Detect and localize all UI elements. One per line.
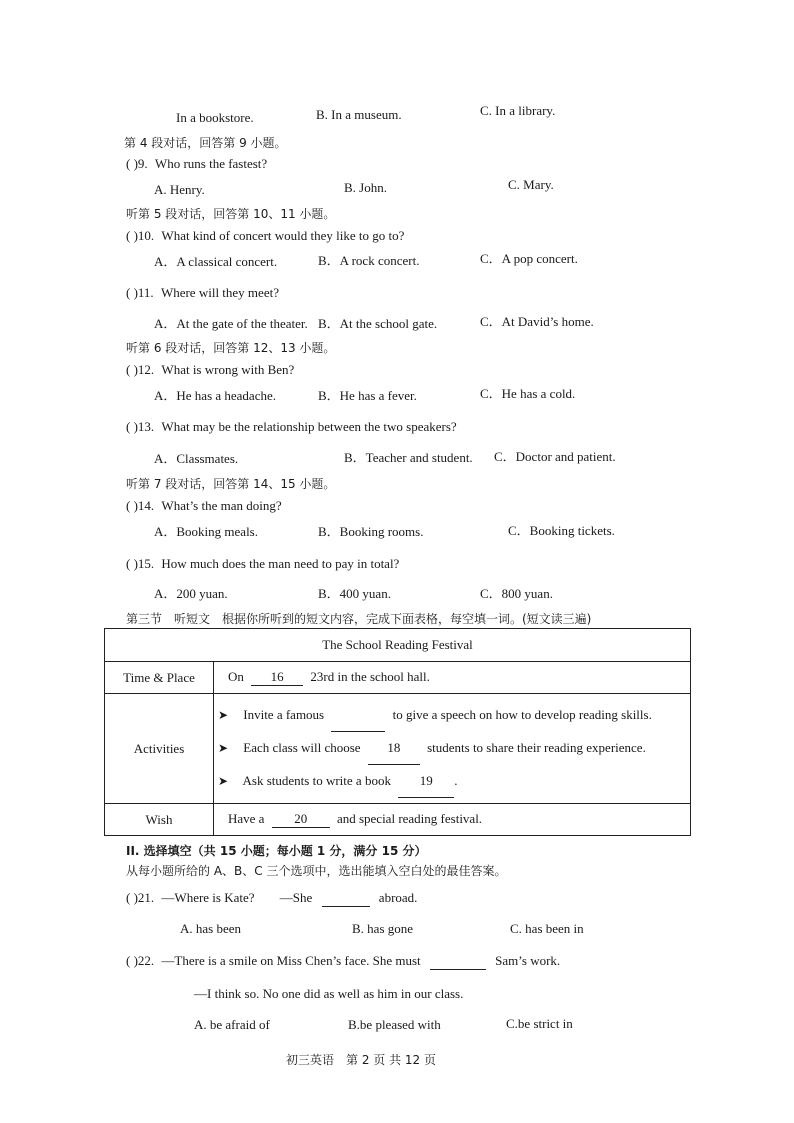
activity-item — [218, 699, 690, 732]
q12-text: What is wrong with Ben? — [161, 362, 295, 377]
q14-text: What’s the man doing? — [161, 498, 282, 513]
q14-answer-paren[interactable]: ( )14. — [126, 498, 155, 513]
q15-answer-paren[interactable]: ( )15. — [126, 556, 155, 571]
q13-answer-paren[interactable]: ( )13. — [126, 419, 155, 434]
activity-3-post: . — [454, 773, 458, 788]
time-post: 23rd in the school hall. — [310, 669, 430, 684]
arrow-bullet-icon: ➤ — [218, 774, 229, 788]
q9-option-c: C. Mary. — [508, 177, 554, 192]
q21-text-c: abroad. — [378, 890, 418, 905]
q10-stem — [126, 228, 404, 244]
activity-2-post: students to share their reading experience. — [427, 740, 646, 755]
q22-text-a: —There is a smile on Miss Chen’s face. She must — [161, 953, 421, 968]
time-pre: On — [228, 669, 244, 684]
q13-stem — [126, 419, 457, 435]
blank-16[interactable]: 16 — [251, 669, 303, 686]
q13-text: What may be the relationship between the two speakers? — [161, 419, 457, 434]
section-4-heading: 第 4 段对话，回答第 9 小题。 — [124, 136, 287, 150]
q22-answer-paren[interactable]: ( )22. — [126, 953, 155, 968]
q21-stem — [126, 890, 417, 907]
row-time-place — [214, 662, 691, 694]
q11-stem — [126, 285, 279, 301]
row-label-activities: Activities — [105, 694, 214, 804]
q21-option-a: A. has been — [180, 921, 242, 936]
part3-heading: 第三节 听短文 根据你所听到的短文内容，完成下面表格，每空填一词。(短文读三遍) — [126, 612, 592, 626]
q21-blank[interactable] — [322, 890, 370, 907]
q22-blank[interactable] — [430, 953, 486, 970]
q11-option-a: A．At the gate of the theater. — [154, 316, 308, 331]
activity-1-post: to give a speech on how to develop reading skills. — [392, 707, 652, 722]
blank-20[interactable]: 20 — [272, 811, 330, 828]
row-label-wish: Wish — [105, 804, 214, 836]
q8-option-b: B. In a museum. — [316, 107, 402, 122]
blank-19[interactable]: 19 — [398, 765, 454, 798]
activity-1-pre: Invite a famous — [243, 707, 325, 722]
q15-text: How much does the man need to pay in total? — [161, 556, 400, 571]
activity-3-pre: Ask students to write a book — [242, 773, 391, 788]
q8-option-a-text: In a bookstore. — [176, 110, 254, 125]
blank-18[interactable]: 18 — [368, 732, 420, 765]
q8-option-c: C. In a library. — [480, 103, 556, 118]
q10-text: What kind of concert would they like to go to? — [161, 228, 405, 243]
q22-stem — [126, 953, 560, 970]
section-5-heading: 听第 5 段对话，回答第 10、11 小题。 — [126, 207, 336, 221]
q10-option-b: B．A rock concert. — [318, 253, 420, 268]
arrow-bullet-icon: ➤ — [218, 708, 229, 722]
q8-option-a — [160, 110, 254, 126]
q15-option-a: A．200 yuan. — [154, 586, 228, 601]
q12-answer-paren[interactable]: ( )12. — [126, 362, 155, 377]
q21-option-b: B. has gone — [352, 921, 414, 936]
q15-option-b: B．400 yuan. — [318, 586, 391, 601]
activity-item — [218, 732, 690, 765]
section-6-heading: 听第 6 段对话，回答第 12、13 小题。 — [126, 341, 336, 355]
table-title: The School Reading Festival — [105, 629, 691, 662]
q14-option-a: A．Booking meals. — [154, 524, 258, 539]
q15-option-c: C．800 yuan. — [480, 586, 553, 601]
q9-option-a: A. Henry. — [154, 182, 205, 197]
q14-stem — [126, 498, 282, 514]
part2-instructions: 从每小题所给的 A、B、C 三个选项中，选出能填入空白处的最佳答案。 — [126, 864, 507, 878]
q21-option-c: C. has been in — [510, 921, 584, 936]
q11-option-c: C．At David’s home. — [480, 314, 594, 329]
q21-answer-paren[interactable]: ( )21. — [126, 890, 155, 905]
q9-text: Who runs the fastest? — [154, 156, 268, 171]
row-activities — [214, 694, 691, 804]
reading-festival-table — [104, 628, 691, 836]
q9-answer-paren[interactable]: ( )9. — [126, 156, 148, 171]
q14-option-c: C．Booking tickets. — [508, 523, 615, 538]
q22-option-a: A. be afraid of — [194, 1017, 270, 1032]
q10-option-a: A．A classical concert. — [154, 254, 278, 269]
q10-option-c: C．A pop concert. — [480, 251, 578, 266]
q13-option-a: A．Classmates. — [154, 451, 239, 466]
q11-option-b: B．At the school gate. — [318, 316, 438, 331]
wish-post: and special reading festival. — [336, 811, 483, 826]
q21-text-b: —She — [279, 890, 313, 905]
row-label-time-place: Time & Place — [105, 662, 214, 694]
blank-17[interactable] — [331, 699, 385, 732]
q12-option-c: C．He has a cold. — [480, 386, 576, 401]
q10-answer-paren[interactable]: ( )10. — [126, 228, 155, 243]
wish-pre: Have a — [228, 811, 265, 826]
q11-answer-paren[interactable]: ( )11. — [126, 285, 154, 300]
activity-item — [218, 765, 690, 798]
q11-text: Where will they meet? — [160, 285, 279, 300]
q22-reply: —I think so. No one did as well as him in our class. — [194, 986, 464, 1001]
activity-2-pre: Each class will choose — [243, 740, 361, 755]
row-wish — [214, 804, 691, 836]
q12-option-a: A．He has a headache. — [154, 388, 276, 403]
q12-option-b: B．He has a fever. — [318, 388, 417, 403]
q21-text-a: —Where is Kate? — [161, 890, 255, 905]
section-7-heading: 听第 7 段对话，回答第 14、15 小题。 — [126, 477, 336, 491]
q9-stem — [126, 156, 267, 172]
q9-option-b: B. John. — [344, 180, 387, 195]
q15-stem — [126, 556, 399, 572]
q22-text-b: Sam’s work. — [495, 953, 561, 968]
q12-stem — [126, 362, 294, 378]
q13-option-c: C．Doctor and patient. — [494, 449, 616, 464]
q13-option-b: B．Teacher and student. — [344, 450, 473, 465]
q22-option-c: C.be strict in — [506, 1016, 573, 1031]
page-footer: 初三英语 第 2 页 共 12 页 — [286, 1053, 436, 1067]
part2-heading: II. 选择填空（共 15 小题；每小题 1 分，满分 15 分） — [126, 844, 427, 858]
q14-option-b: B．Booking rooms. — [318, 524, 424, 539]
q22-option-b: B.be pleased with — [348, 1017, 441, 1032]
arrow-bullet-icon: ➤ — [218, 741, 229, 755]
